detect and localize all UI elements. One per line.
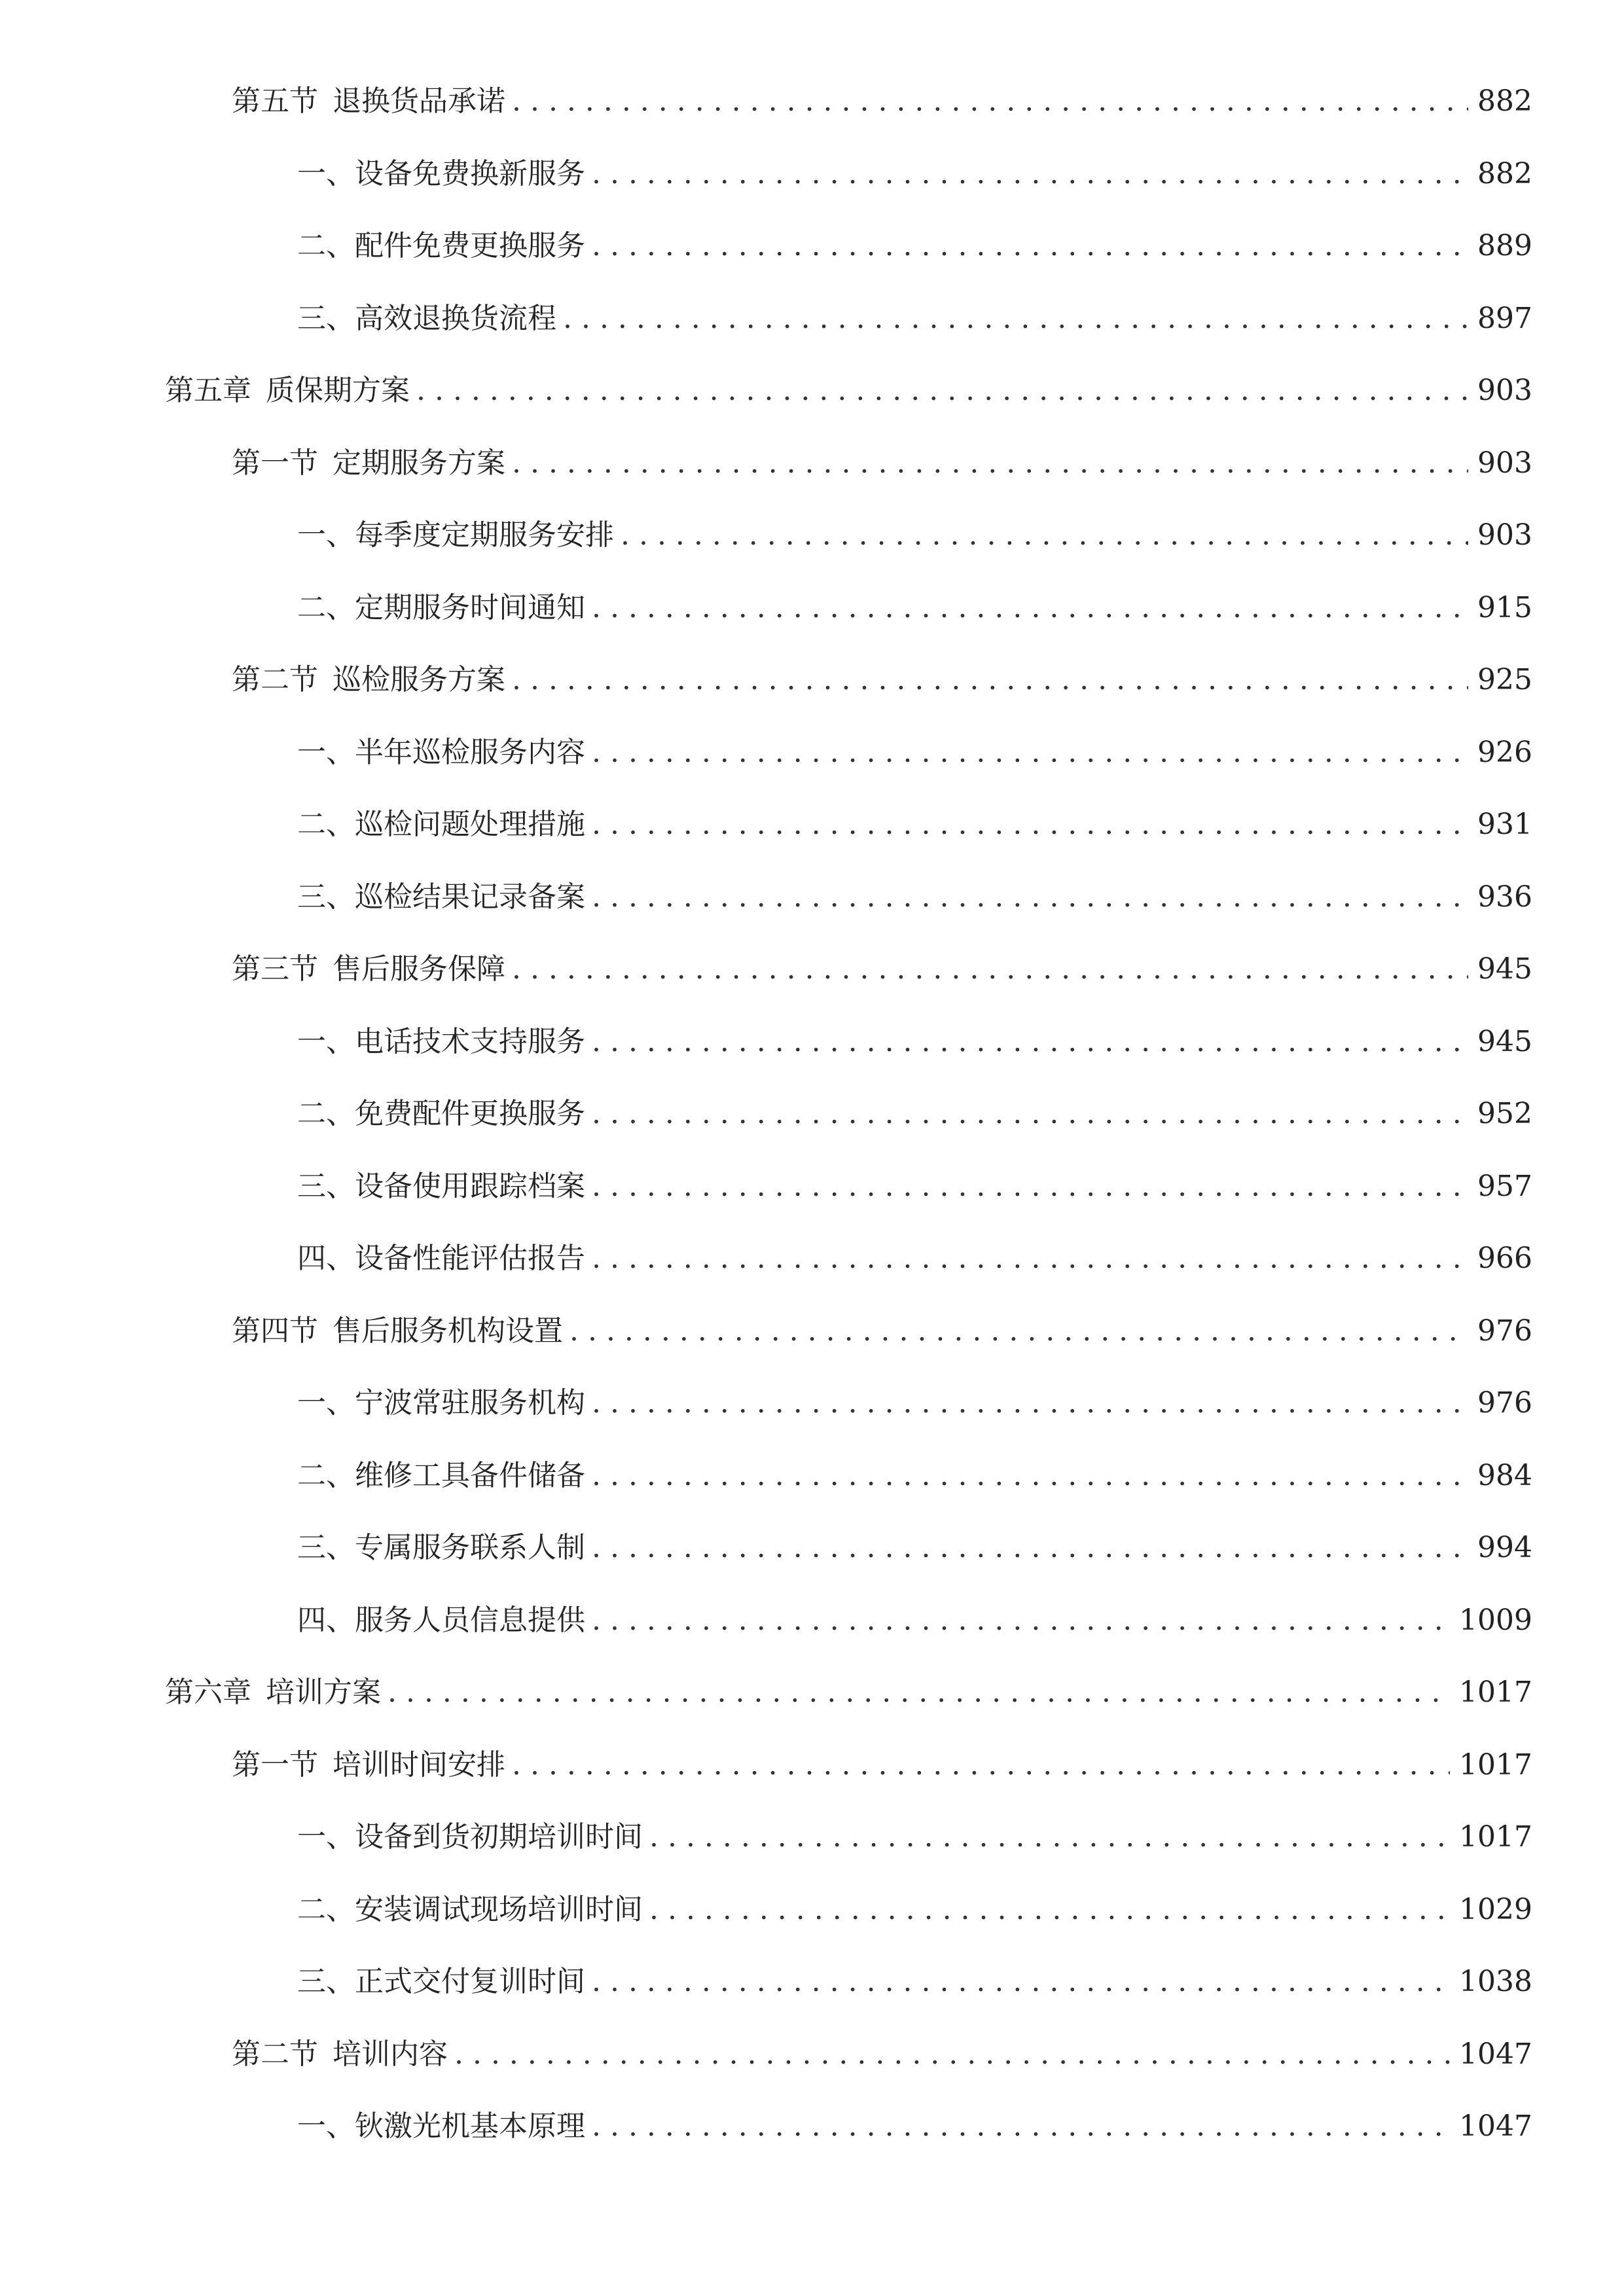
toc-entry-number: 一、 xyxy=(297,156,355,190)
toc-entry[interactable] xyxy=(165,368,1532,414)
toc-entry[interactable] xyxy=(297,1598,1532,1643)
toc-leader-dots xyxy=(569,1308,1468,1354)
toc-entry[interactable] xyxy=(232,440,1532,486)
toc-entry-title: 安装调试现场培训时间 xyxy=(355,1892,643,1926)
toc-entry-number: 第三节 xyxy=(232,952,318,986)
toc-entry-page: 1047 xyxy=(1459,2109,1532,2143)
toc-entry-title: 钬激光机基本原理 xyxy=(355,2109,585,2143)
toc-leader-dots xyxy=(563,296,1468,342)
toc-entry-number: 三、 xyxy=(297,880,355,914)
toc-entry-page: 889 xyxy=(1477,229,1532,262)
toc-entry-page: 882 xyxy=(1477,84,1532,118)
toc-leader-dots xyxy=(592,1453,1468,1499)
toc-entry-title: 培训内容 xyxy=(333,2037,448,2071)
toc-entry-title: 高效退换货流程 xyxy=(355,301,556,335)
toc-leader-dots xyxy=(592,874,1468,920)
toc-entry-title: 培训时间安排 xyxy=(333,1748,505,1782)
toc-entry-number: 第四节 xyxy=(232,1314,318,1348)
toc-leader-dots xyxy=(592,1959,1450,2005)
toc-leader-dots xyxy=(454,2032,1450,2077)
toc-entry-page: 931 xyxy=(1477,808,1532,841)
toc-entry-number: 一、 xyxy=(297,2109,355,2143)
toc-entry-page: 915 xyxy=(1477,590,1532,624)
toc-entry-number: 二、 xyxy=(297,1097,355,1130)
toc-entry-number: 一、 xyxy=(297,518,355,552)
toc-entry[interactable] xyxy=(232,1308,1532,1354)
toc-entry[interactable] xyxy=(232,946,1532,992)
toc-entry-page: 952 xyxy=(1477,1097,1532,1130)
toc-entry-number: 二、 xyxy=(297,1458,355,1492)
toc-leader-dots xyxy=(649,1814,1450,1860)
toc-entry-page: 903 xyxy=(1477,374,1532,407)
toc-leader-dots xyxy=(592,585,1468,631)
toc-entry-page: 984 xyxy=(1477,1458,1532,1492)
toc-entry-number: 三、 xyxy=(297,301,355,335)
toc-entry-number: 四、 xyxy=(297,1603,355,1637)
toc-entry-number: 一、 xyxy=(297,735,355,769)
toc-entry-page: 926 xyxy=(1477,735,1532,769)
toc-entry-page: 1038 xyxy=(1459,1965,1532,1998)
toc-entry-number: 第二节 xyxy=(232,663,318,696)
toc-entry-title: 半年巡检服务内容 xyxy=(355,735,585,769)
toc-entry[interactable] xyxy=(297,585,1532,631)
toc-entry-number: 第一节 xyxy=(232,1748,318,1782)
toc-leader-dots xyxy=(592,1525,1468,1571)
toc-entry-page: 1017 xyxy=(1459,1676,1532,1709)
toc-entry[interactable] xyxy=(297,1959,1532,2005)
toc-entry-page: 994 xyxy=(1477,1531,1532,1564)
toc-entry-number: 一、 xyxy=(297,1820,355,1854)
toc-entry-title: 巡检服务方案 xyxy=(333,663,505,696)
toc-entry-title: 宁波常驻服务机构 xyxy=(355,1386,585,1420)
toc-entry-page: 976 xyxy=(1477,1386,1532,1420)
toc-entry-title: 设备到货初期培训时间 xyxy=(355,1820,643,1854)
toc-entry[interactable] xyxy=(232,1742,1532,1788)
toc-entry[interactable] xyxy=(232,79,1532,124)
toc-entry-page: 945 xyxy=(1477,1024,1532,1058)
toc-entry-title: 定期服务方案 xyxy=(333,446,505,480)
toc-leader-dots xyxy=(592,1598,1450,1643)
toc-leader-dots xyxy=(512,79,1468,124)
toc-entry[interactable] xyxy=(297,1453,1532,1499)
toc-entry-number: 四、 xyxy=(297,1242,355,1275)
toc-entry-title: 配件免费更换服务 xyxy=(355,229,585,262)
toc-entry[interactable] xyxy=(297,1164,1532,1210)
toc-entry-title: 服务人员信息提供 xyxy=(355,1603,585,1637)
toc-entry-number: 第五节 xyxy=(232,84,318,118)
toc-entry-title: 电话技术支持服务 xyxy=(355,1024,585,1058)
toc-entry[interactable] xyxy=(297,1380,1532,1426)
toc-entry-title: 设备免费换新服务 xyxy=(355,156,585,190)
toc-leader-dots xyxy=(592,1236,1468,1282)
toc-entry-page: 1047 xyxy=(1459,2037,1532,2071)
toc-leader-dots xyxy=(592,2104,1450,2149)
toc-entry-title: 售后服务机构设置 xyxy=(333,1314,563,1348)
toc-entry-title: 巡检结果记录备案 xyxy=(355,880,585,914)
toc-leader-dots xyxy=(592,1019,1468,1065)
toc-entry-number: 二、 xyxy=(297,1892,355,1926)
toc-entry-title: 巡检问题处理措施 xyxy=(355,808,585,841)
toc-entry-page: 1009 xyxy=(1459,1603,1532,1637)
toc-entry-number: 第五章 xyxy=(165,374,251,407)
toc-entry[interactable] xyxy=(297,1814,1532,1860)
toc-entry-number: 三、 xyxy=(297,1965,355,1998)
toc-entry[interactable] xyxy=(297,874,1532,920)
toc-entry[interactable] xyxy=(297,1236,1532,1282)
toc-entry-page: 976 xyxy=(1477,1314,1532,1348)
toc-entry-title: 每季度定期服务安排 xyxy=(355,518,614,552)
toc-entry-page: 966 xyxy=(1477,1242,1532,1275)
toc-entry[interactable] xyxy=(297,296,1532,342)
toc-entry-number: 三、 xyxy=(297,1531,355,1564)
toc-entry-page: 882 xyxy=(1477,156,1532,190)
toc-entry-number: 一、 xyxy=(297,1386,355,1420)
toc-leader-dots xyxy=(592,1380,1468,1426)
toc-entry-page: 925 xyxy=(1477,663,1532,696)
toc-leader-dots xyxy=(592,223,1468,269)
toc-leader-dots xyxy=(388,1670,1450,1715)
toc-entry-title: 退换货品承诺 xyxy=(333,84,505,118)
toc-entry[interactable] xyxy=(165,1670,1532,1715)
toc-entry[interactable] xyxy=(297,151,1532,197)
toc-entry-number: 第二节 xyxy=(232,2037,318,2071)
toc-entry[interactable] xyxy=(232,2032,1532,2077)
toc-leader-dots xyxy=(416,368,1468,414)
toc-entry-number: 一、 xyxy=(297,1024,355,1058)
toc-entry-page: 903 xyxy=(1477,446,1532,480)
toc-entry-page: 897 xyxy=(1477,301,1532,335)
toc-entry[interactable] xyxy=(297,1525,1532,1571)
toc-leader-dots xyxy=(512,946,1468,992)
toc-leader-dots xyxy=(592,1091,1468,1137)
toc-leader-dots xyxy=(592,730,1468,776)
toc-entry-number: 第六章 xyxy=(165,1676,251,1709)
toc-entry-page: 903 xyxy=(1477,518,1532,552)
toc-entry-number: 二、 xyxy=(297,590,355,624)
toc-entry[interactable] xyxy=(297,730,1532,776)
toc-entry-page: 1017 xyxy=(1459,1820,1532,1854)
toc-entry-number: 二、 xyxy=(297,229,355,262)
toc-entry[interactable] xyxy=(297,1091,1532,1137)
toc-entry-title: 维修工具备件储备 xyxy=(355,1458,585,1492)
toc-entry-page: 957 xyxy=(1477,1169,1532,1203)
toc-entry[interactable] xyxy=(297,1019,1532,1065)
toc-leader-dots xyxy=(512,440,1468,486)
toc-entry-title: 培训方案 xyxy=(266,1676,381,1709)
toc-entry-page: 1029 xyxy=(1459,1892,1532,1926)
toc-entry-title: 专属服务联系人制 xyxy=(355,1531,585,1564)
toc-entry[interactable] xyxy=(297,1887,1532,1933)
toc-entry[interactable] xyxy=(297,2104,1532,2149)
toc-entry-number: 三、 xyxy=(297,1169,355,1203)
toc-leader-dots xyxy=(592,151,1468,197)
toc-entry[interactable] xyxy=(297,512,1532,558)
toc-entry-page: 945 xyxy=(1477,952,1532,986)
toc-entry[interactable] xyxy=(232,657,1532,703)
toc-entry-page: 936 xyxy=(1477,880,1532,914)
toc-entry-title: 正式交付复训时间 xyxy=(355,1965,585,1998)
toc-entry-page: 1017 xyxy=(1459,1748,1532,1782)
toc-entry-number: 二、 xyxy=(297,808,355,841)
toc-leader-dots xyxy=(649,1887,1450,1933)
toc-entry-title: 设备性能评估报告 xyxy=(355,1242,585,1275)
toc-leader-dots xyxy=(592,802,1468,848)
toc-entry-number: 第一节 xyxy=(232,446,318,480)
toc-entry-title: 质保期方案 xyxy=(266,374,410,407)
toc-entry-title: 免费配件更换服务 xyxy=(355,1097,585,1130)
toc-entry-title: 售后服务保障 xyxy=(333,952,505,986)
toc-leader-dots xyxy=(512,1742,1450,1788)
toc-leader-dots xyxy=(512,657,1468,703)
toc-leader-dots xyxy=(621,512,1468,558)
toc-entry-title: 定期服务时间通知 xyxy=(355,590,585,624)
toc-leader-dots xyxy=(592,1164,1468,1210)
toc-entry[interactable] xyxy=(297,223,1532,269)
toc-entry[interactable] xyxy=(297,802,1532,848)
toc-entry-title: 设备使用跟踪档案 xyxy=(355,1169,585,1203)
